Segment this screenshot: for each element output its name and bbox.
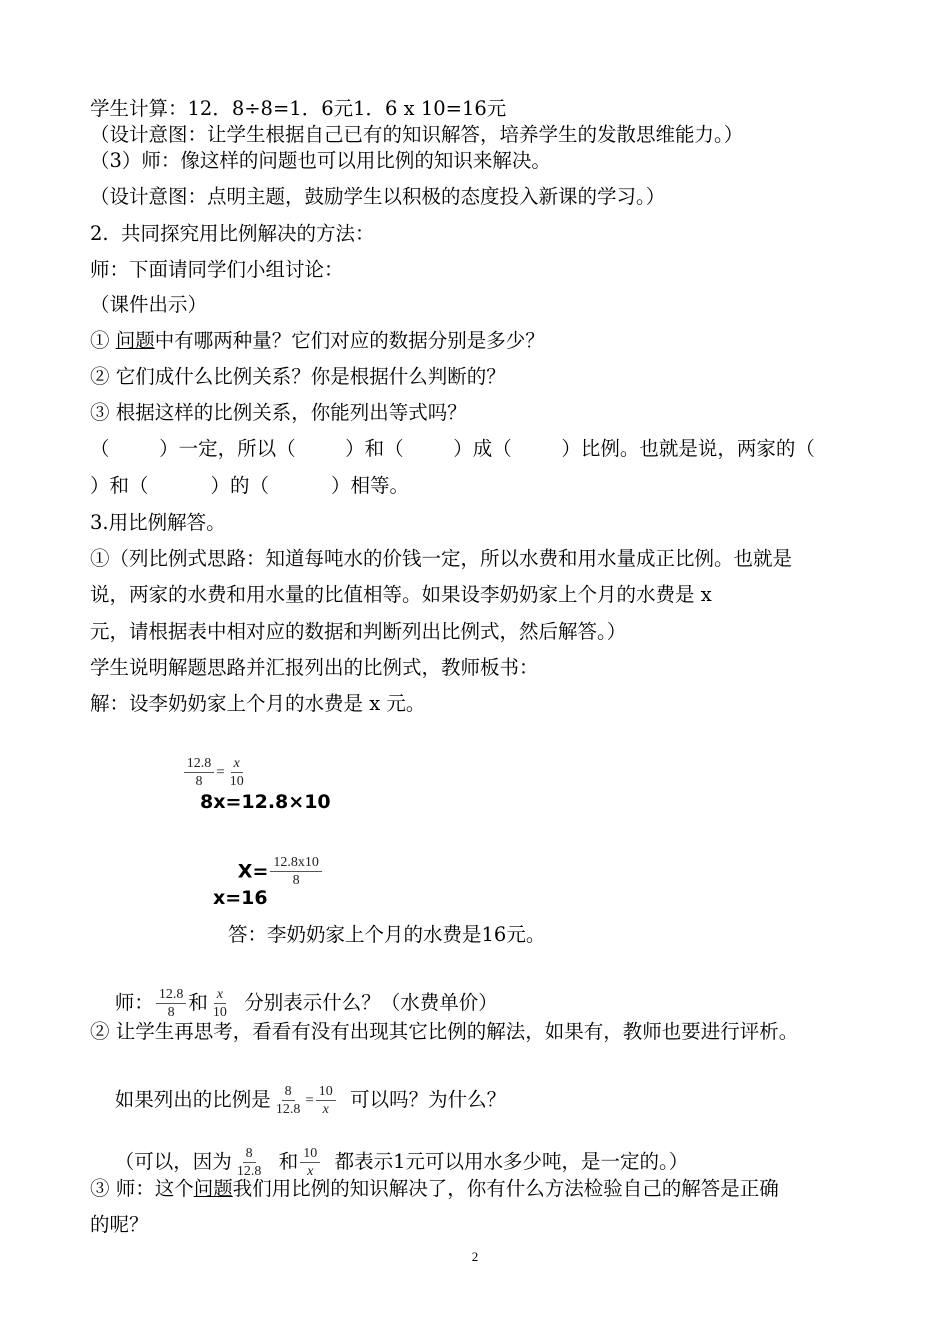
text-line-28: 的呢？ bbox=[90, 1213, 149, 1236]
text-line-7: （课件出示） bbox=[90, 293, 208, 316]
underlined-word-wenti-2: 问题 bbox=[193, 1177, 233, 1200]
equation-x-fraction: X= $\frac{12.8x10}{8}$ bbox=[213, 828, 324, 915]
page-number: 2 bbox=[471, 1249, 479, 1264]
fraction-12-8-over-8: $\frac{12.8}{8}$ bbox=[184, 755, 215, 790]
text-line-25: 如果列出的比例是 $\frac{8}{12.8}$ = $\frac{10}{x}$ 可以吗？为什么？ bbox=[114, 1084, 507, 1117]
section-heading-3: 3.用比例解答。 bbox=[90, 511, 226, 534]
fraction-8-over-12-8: $\frac{8}{12.8}$ bbox=[275, 1084, 301, 1117]
equation-8x: 8x=12.8×10 bbox=[200, 791, 331, 813]
fill-blank-line-1: （ ）一定，所以（ ）和（ ）成（ ）比例。也就是说，两家的（ bbox=[90, 437, 815, 460]
text-line-26: （可以，因为 $\frac{8}{12.8}$ 和 $\frac{10}{x}$ 都表示1元可以用水多少吨，是一定的。） bbox=[114, 1146, 689, 1179]
question-2: ② 它们成什么比例关系？你是根据什么判断的？ bbox=[90, 365, 506, 388]
fraction-8-over-12-8-b: $\frac{8}{12.8}$ bbox=[236, 1146, 262, 1179]
solution-intro: 解：设李奶奶家上个月的水费是 x 元。 bbox=[90, 692, 426, 715]
question-1-prefix: ① bbox=[90, 329, 116, 352]
question-1-rest: 中有哪两种量？它们对应的数据分别是多少？ bbox=[154, 329, 545, 352]
text-line-6: 师：下面请同学们小组讨论： bbox=[90, 258, 344, 281]
fill-blank-line-2: ）和（ ）的（ ）相等。 bbox=[90, 474, 409, 497]
fraction-12-8x10-over-8: $\frac{12.8x10}{8}$ bbox=[270, 854, 322, 889]
question-3: ③ 根据这样的比例关系，你能列出等式吗？ bbox=[90, 401, 467, 424]
equation-x-result: x=16 bbox=[213, 887, 268, 909]
text-line-15: 说，两家的水费和用水量的比值相等。如果设李奶奶家上个月的水费是 x bbox=[90, 583, 712, 606]
fraction-12-8-over-8-b: $\frac{12.8}{8}$ bbox=[156, 986, 187, 1021]
text-line-27: ③ 师：这个问题我们用比例的知识解决了，你有什么方法检验自己的解答是正确 bbox=[90, 1177, 779, 1200]
text-line-16: 元，请根据表中相对应的数据和判断列出比例式，然后解答。） bbox=[90, 620, 627, 643]
text-line-4: （设计意图：点明主题，鼓励学生以积极的态度投入新课的学习。） bbox=[90, 185, 666, 208]
underlined-word-wenti: 问题 bbox=[115, 329, 155, 352]
text-line-17: 学生说明解题思路并汇报列出的比例式，教师板书： bbox=[90, 656, 539, 679]
fraction-10-over-x: $\frac{10}{x}$ bbox=[316, 1083, 336, 1118]
fraction-x-over-10: $\frac{x}{10}$ bbox=[229, 756, 244, 789]
text-line-14: ①（列比例式思路：知道每吨水的价钱一定，所以水费和用水量成正比例。也就是 bbox=[90, 547, 793, 570]
answer-line: 答：李奶奶家上个月的水费是16元。 bbox=[228, 923, 546, 946]
equation-proportion: $\frac{12.8}{8}$ = $\frac{x}{10}$ bbox=[157, 729, 249, 816]
question-1 bbox=[90, 328, 545, 354]
section-heading-2: 2. 共同探究用比例解决的方法： bbox=[90, 222, 375, 245]
text-line-3: （3）师：像这样的问题也可以用比例的知识来解决。 bbox=[90, 149, 551, 172]
fraction-10-over-x-b: $\frac{10}{x}$ bbox=[300, 1145, 320, 1180]
text-line-23: 师： $\frac{12.8}{8}$ 和 $\frac{x}{10}$ 分别表示什么？（水费单价） bbox=[114, 987, 498, 1020]
text-line-1: 学生计算：12．8÷8=1．6元1．6 x 10=16元 bbox=[90, 97, 507, 120]
text-line-2: （设计意图：让学生根据自己已有的知识解答，培养学生的发散思维能力。） bbox=[90, 123, 744, 146]
fraction-x-over-10-b: $\frac{x}{10}$ bbox=[212, 987, 227, 1020]
text-line-24: ② 让学生再思考，看看有没有出现其它比例的解法，如果有，教师也要进行评析。 bbox=[90, 1020, 799, 1043]
